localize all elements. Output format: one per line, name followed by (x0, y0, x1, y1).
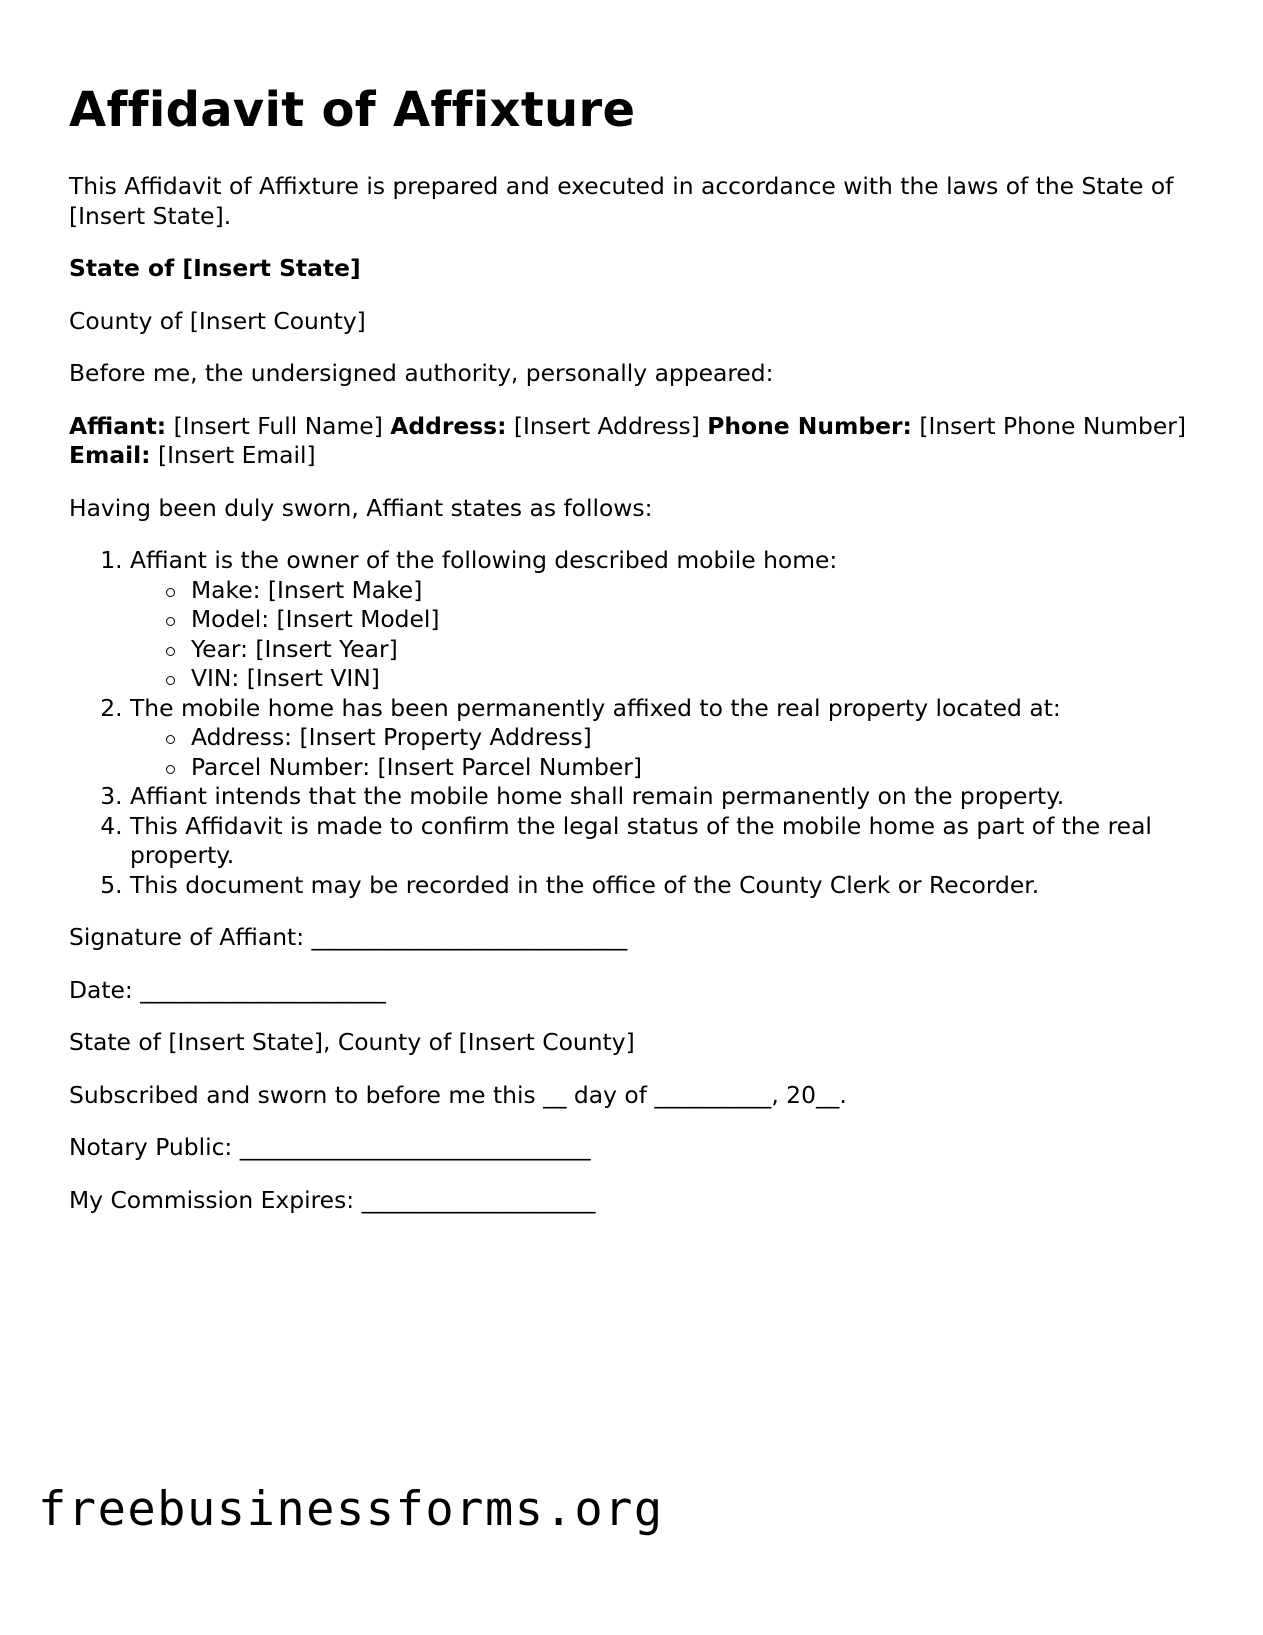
statement-item: 4. This Affidavit is made to confirm the legal status of the mobile home as part of the real property. (130, 812, 1199, 871)
commission-line: My Commission Expires: ____________________ (69, 1185, 596, 1214)
statement-text: The mobile home has been permanently affixed to the real property located at: (130, 693, 1061, 722)
property-details (130, 723, 1199, 782)
document-page (69, 82, 1199, 1238)
detail-item: Address: [Insert Property Address] (191, 723, 1199, 753)
affiant-label: Affiant: (69, 411, 167, 440)
detail-item: Year: [Insert Year] (191, 635, 1199, 665)
detail-item: Parcel Number: [Insert Parcel Number] (191, 753, 1199, 783)
watermark: freebusinessforms.org (38, 1482, 664, 1537)
address-label: Address: (390, 411, 507, 440)
email-value: [Insert Email] (150, 441, 316, 469)
detail-item: VIN: [Insert VIN] (191, 664, 1199, 694)
phone-value: [Insert Phone Number] (911, 411, 1186, 440)
statement-item (130, 694, 1199, 783)
appearance-line: Before me, the undersigned authority, personally appeared: (69, 359, 774, 387)
signature-line: Signature of Affiant: ___________________________ (69, 923, 628, 951)
detail-item: Model: [Insert Model] (191, 605, 1199, 635)
detail-item: Make: [Insert Make] (191, 576, 1199, 606)
sworn-intro: Having been duly sworn, Affiant states as follows: (69, 493, 653, 522)
county-line: County of [Insert County] (69, 306, 366, 335)
statements-list (69, 546, 1199, 900)
affiant-value: [Insert Full Name] (166, 411, 391, 440)
mobile-home-details (130, 576, 1199, 694)
intro-paragraph: This Affidavit of Affixture is prepared and executed in accordance with the laws of the State of [Insert State]. (69, 172, 1174, 230)
statement-item (130, 546, 1199, 694)
affiant-block (69, 412, 1199, 471)
state-heading: State of [Insert State] (69, 254, 361, 282)
address-value: [Insert Address] (506, 411, 708, 440)
venue-line: State of [Insert State], County of [Insert County] (69, 1028, 635, 1056)
email-label: Email: (69, 441, 151, 469)
document-title: Affidavit of Affixture (69, 82, 636, 138)
statement-item: 5. This document may be recorded in the office of the County Clerk or Recorder. (130, 871, 1199, 901)
date-line: Date: _____________________ (69, 975, 386, 1004)
statement-text: Affiant is the owner of the following described mobile home: (130, 546, 838, 574)
phone-label: Phone Number: (707, 411, 912, 440)
notary-line: Notary Public: ______________________________ (69, 1133, 591, 1161)
statement-item: 3. Affiant intends that the mobile home shall remain permanently on the property. (130, 782, 1199, 812)
subscribed-line: Subscribed and sworn to before me this __ day of __________, 20__. (69, 1080, 847, 1109)
